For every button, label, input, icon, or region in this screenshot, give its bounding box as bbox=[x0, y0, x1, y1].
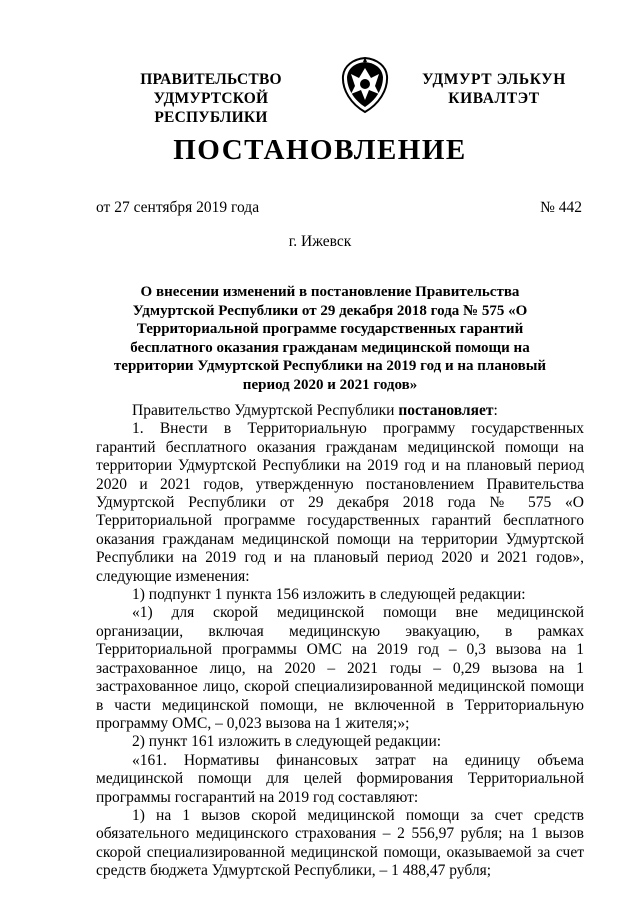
document-date: от 27 сентября 2019 года bbox=[96, 199, 260, 216]
header-right-line2: КИВАЛТЭТ bbox=[448, 90, 540, 107]
paragraph-4: 2) пункт 161 изложить в следующей редакции: bbox=[132, 733, 442, 751]
paragraph-intro bbox=[96, 402, 584, 420]
header-left bbox=[96, 70, 326, 127]
paragraph-6: 1) на 1 вызов скорой медицинской помощи за счет средств обязательного медицинского страхования – 2 556,97 рубля; на 1 вызов скорой специализированной медицинской помощи, оказываемой за счет средств бюджета Удмуртской Республики, – 1 488,47 рубля; bbox=[96, 806, 584, 880]
paragraph-2: 1) подпункт 1 пункта 156 изложить в следующей редакции: bbox=[132, 586, 526, 604]
paragraph-3: «1) для скорой медицинской помощи вне медицинской организации, включая медицинскую эвакуацию, в рамках Территориальной программы ОМС на 2019 год – 0,3 вызова на 1 застрахованное лицо, на 2020 – 2021 годы – 0,29 вызова на 1 застрахованное лицо, скорой специализированной медицинской помощи в части медицинской помощи, не включенной в Территориальную программу ОМС, – 0,023 вызова на 1 жителя;»; bbox=[96, 604, 584, 732]
header-left-line2: УДМУРТСКОЙ РЕСПУБЛИКИ bbox=[153, 90, 269, 126]
document-number: № 442 bbox=[540, 199, 582, 216]
intro-end-text: : bbox=[493, 402, 498, 419]
paragraph-1: 1. Внести в Территориальную программу государственных гарантий бесплатного оказания гражданам медицинской помощи на территории Удмуртской Республики на 2019 год и на плановый период 2020 и 2021 годов, утвержденную постановлением Правительства Удмуртской Республики от 29 декабря 2018 года № 575 «О Территориальной программе государственных гарантий бесплатного оказания гражданам медицинской помощи на территории Удмуртской Республики на 2019 год и на плановый период 2020 и 2021 годов», следующие изменения: bbox=[96, 420, 584, 585]
coat-of-arms-icon bbox=[339, 56, 391, 114]
intro-bold-text: постановляет bbox=[398, 402, 494, 419]
header-right bbox=[414, 70, 574, 108]
intro-text: Правительство Удмуртской Республики bbox=[132, 402, 399, 419]
document-subject: О внесении изменений в постановление Правительства Удмуртской Республики от 29 декабря 2018 года № 575 «О Территориальной программе государственных гарантий бесплатного оказания гражданам медицинской помощи на территории Удмуртской Республики на 2019 год и на плановый период 2020 и 2021 годов» bbox=[113, 284, 547, 393]
header-left-line1: ПРАВИТЕЛЬСТВО bbox=[140, 71, 282, 88]
document-city: г. Ижевск bbox=[288, 233, 352, 250]
paragraph-5: «161. Нормативы финансовых затрат на единицу объема медицинской помощи для целей формирования Территориальной программы госгарантий на 2019 год составляют: bbox=[96, 751, 584, 806]
document-title: ПОСТАНОВЛЕНИЕ bbox=[173, 134, 467, 166]
document-body bbox=[96, 402, 584, 881]
header-right-line1: УДМУРТ ЭЛЬКУН bbox=[422, 71, 566, 88]
